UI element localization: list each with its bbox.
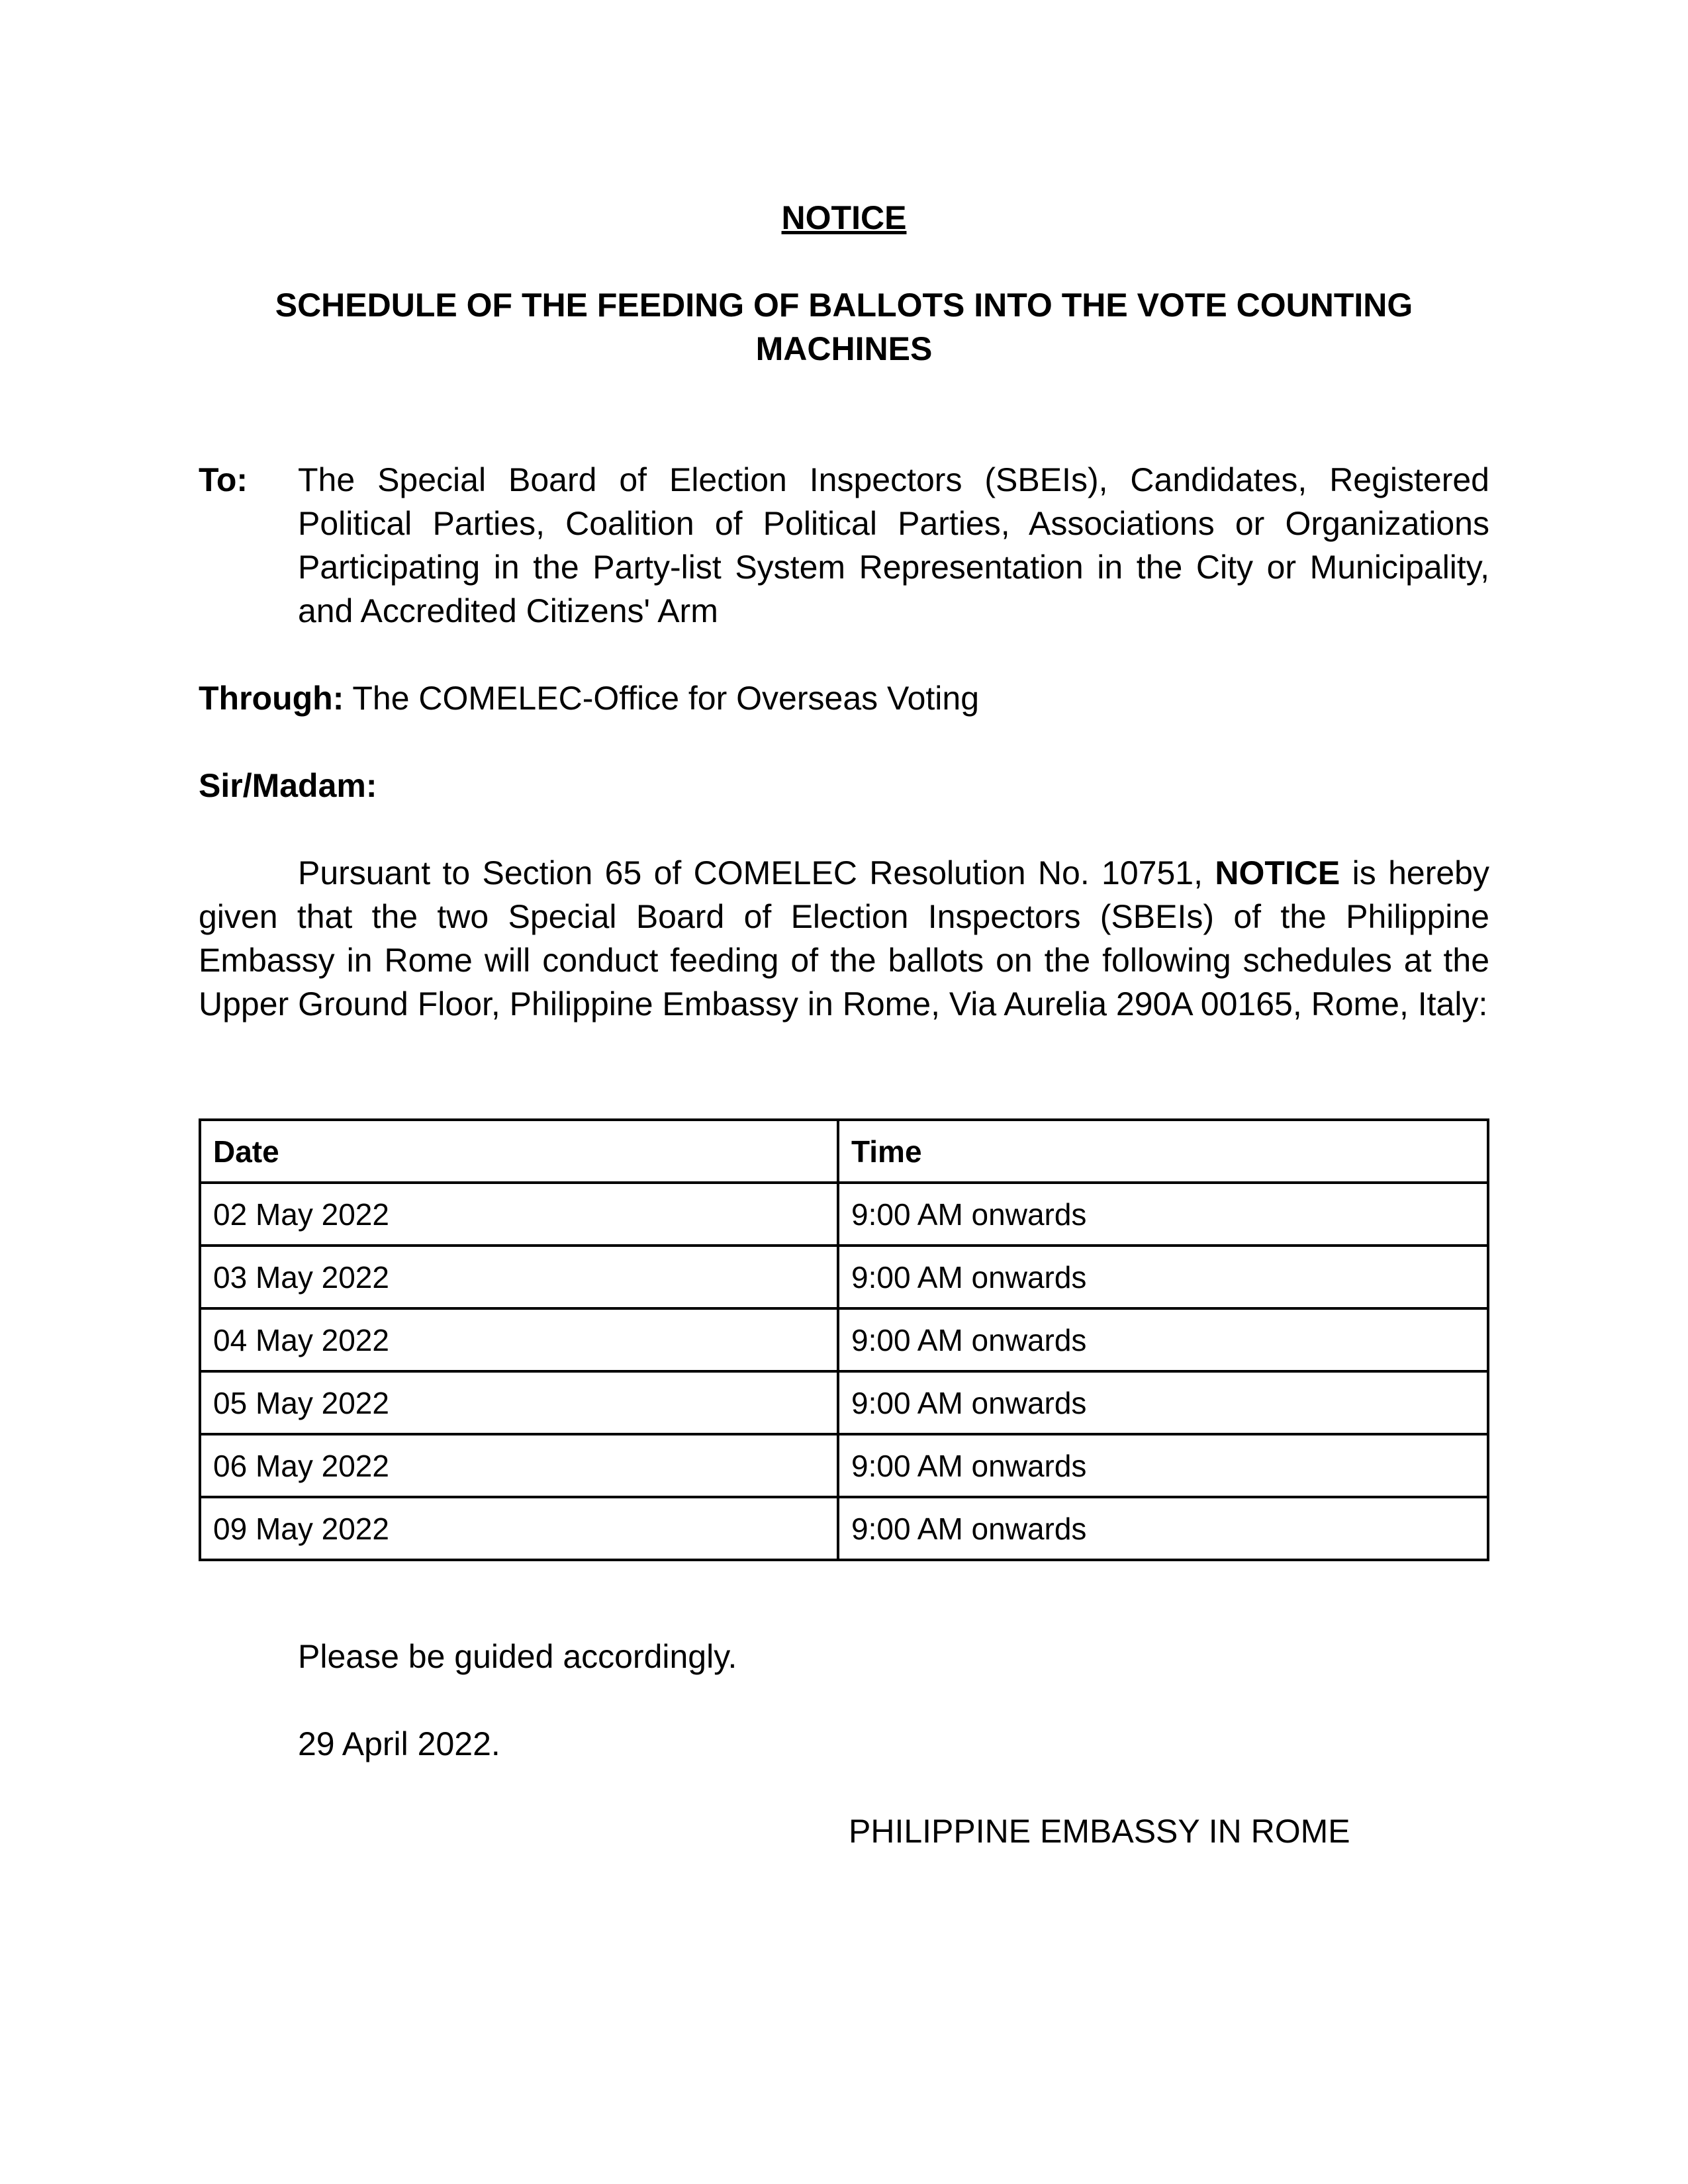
salutation: Sir/Madam: (199, 767, 377, 804)
cell-time: 9:00 AM onwards (838, 1308, 1488, 1371)
body-paragraph (199, 851, 1489, 1026)
body-emphasis: NOTICE (1215, 854, 1340, 891)
table-row (200, 1183, 1488, 1246)
header-date: Date (200, 1120, 838, 1183)
to-label: To: (199, 461, 248, 498)
table-row (200, 1434, 1488, 1497)
table-row (200, 1246, 1488, 1308)
cell-time: 9:00 AM onwards (838, 1371, 1488, 1434)
table-row (200, 1497, 1488, 1560)
to-text: The Special Board of Election Inspectors (SBEIs), Candidates, Registered Political Parties, Coalition of Political Parties, Associations or Organizations Participating in the Party-list System Representation in the City or Municipality, and Accredited Citizens' Arm (298, 461, 1489, 629)
table-row (200, 1371, 1488, 1434)
body-text-part2: is hereby given that the two Special Board of Election Inspectors (SBEIs) of the Philippine Embassy in Rome will conduct feeding of the ballots on the following schedules at the Upper Ground Floor, Philippine Embassy in Rome, Via Aurelia 290A 00165, Rome, Italy: (199, 854, 1489, 1023)
body-text-part1: Pursuant to Section 65 of COMELEC Resolution No. 10751, (298, 854, 1203, 891)
notice-title: NOTICE (781, 199, 907, 236)
through-text: The COMELEC-Office for Overseas Voting (352, 680, 980, 717)
header-time: Time (838, 1120, 1488, 1183)
closing-line: Please be guided accordingly. (298, 1638, 737, 1675)
through-line (199, 676, 1489, 720)
cell-date: 03 May 2022 (200, 1246, 838, 1308)
cell-time: 9:00 AM onwards (838, 1497, 1488, 1560)
table-row (200, 1308, 1488, 1371)
cell-date: 06 May 2022 (200, 1434, 838, 1497)
cell-date: 02 May 2022 (200, 1183, 838, 1246)
cell-time: 9:00 AM onwards (838, 1434, 1488, 1497)
dateline: 29 April 2022. (298, 1725, 500, 1762)
signatory: PHILIPPINE EMBASSY IN ROME (849, 1813, 1350, 1850)
cell-time: 9:00 AM onwards (838, 1246, 1488, 1308)
cell-date: 05 May 2022 (200, 1371, 838, 1434)
notice-subject: SCHEDULE OF THE FEEDING OF BALLOTS INTO THE VOTE COUNTING MACHINES (275, 287, 1413, 367)
cell-date: 09 May 2022 (200, 1497, 838, 1560)
schedule-table (199, 1118, 1489, 1561)
cell-date: 04 May 2022 (200, 1308, 838, 1371)
table-header-row (200, 1120, 1488, 1183)
through-label: Through: (199, 680, 344, 717)
cell-time: 9:00 AM onwards (838, 1183, 1488, 1246)
